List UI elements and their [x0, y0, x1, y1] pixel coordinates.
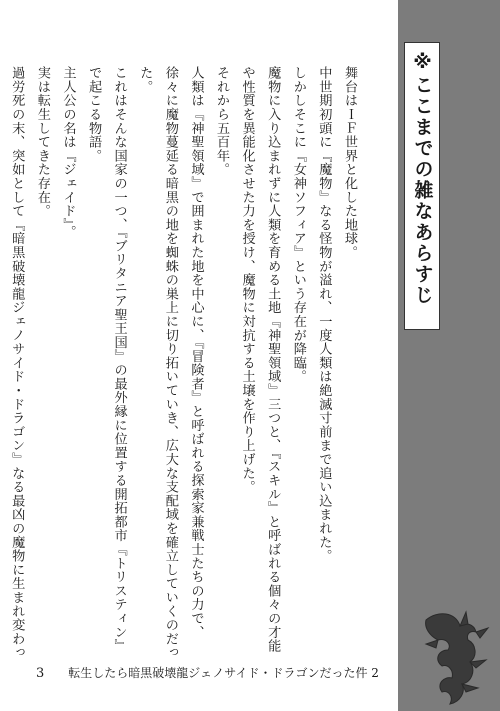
dragon-decoration-icon	[396, 600, 500, 711]
paragraph-line: や性質を異能化させた力を授け、魔物に対抗する土壌を作り上げた。	[239, 66, 255, 494]
chapter-heading-box	[404, 42, 440, 330]
paragraph-line: 魔物に入り込まれずに人類を育める土地『神聖領域』三つと、『スキル』と呼ばれる個々の才能	[265, 66, 281, 653]
paragraph-line: これはそんな国家の一つ、『ブリタニア聖王国』の最外縁に位置する開拓都市『トリスティン』	[111, 66, 127, 653]
paragraph-line: 人類は『神聖領域』で囲まれた地を中心に、『冒険者』と呼ばれる探索家兼戦士たちの力で、	[188, 66, 204, 639]
page-footer	[36, 664, 379, 681]
paragraph-line: 主人公の名は『ジェイド』。	[60, 66, 76, 239]
paragraph-line: しかしそこに『女神ソフィア』という存在が降臨。	[290, 66, 306, 384]
paragraph-line: それから五百年。	[214, 66, 230, 177]
book-title: 転生したら暗黒破壊龍ジェノサイド・ドラゴンだった件 2	[68, 666, 379, 680]
body-text	[9, 66, 362, 666]
paragraph-line: 過労死の末、突如として『暗黒破壊龍ジェノサイド・ドラゴン』なる最凶の魔物に生まれ変わっ	[9, 66, 25, 660]
paragraph-line: 舞台はＩＦ世界と化した地球。	[342, 66, 357, 260]
paragraph-line: 徐々に魔物蔓延る暗黒の地を蜘蛛の巣上に切り拓いていき、広大な支配域を確立していくのだった。	[137, 66, 178, 660]
paragraph-line: で起こる物語。	[86, 66, 102, 163]
chapter-heading: ※ここまでの雑なあらすじ	[411, 51, 434, 306]
paragraph-line: 実は転生してきた存在。	[34, 66, 50, 218]
paragraph-line: 中世期初頭に『魔物』なる怪物が溢れ、一度人類は絶滅寸前まで追い込まれた。	[316, 66, 332, 563]
page-number: 3	[36, 666, 45, 681]
